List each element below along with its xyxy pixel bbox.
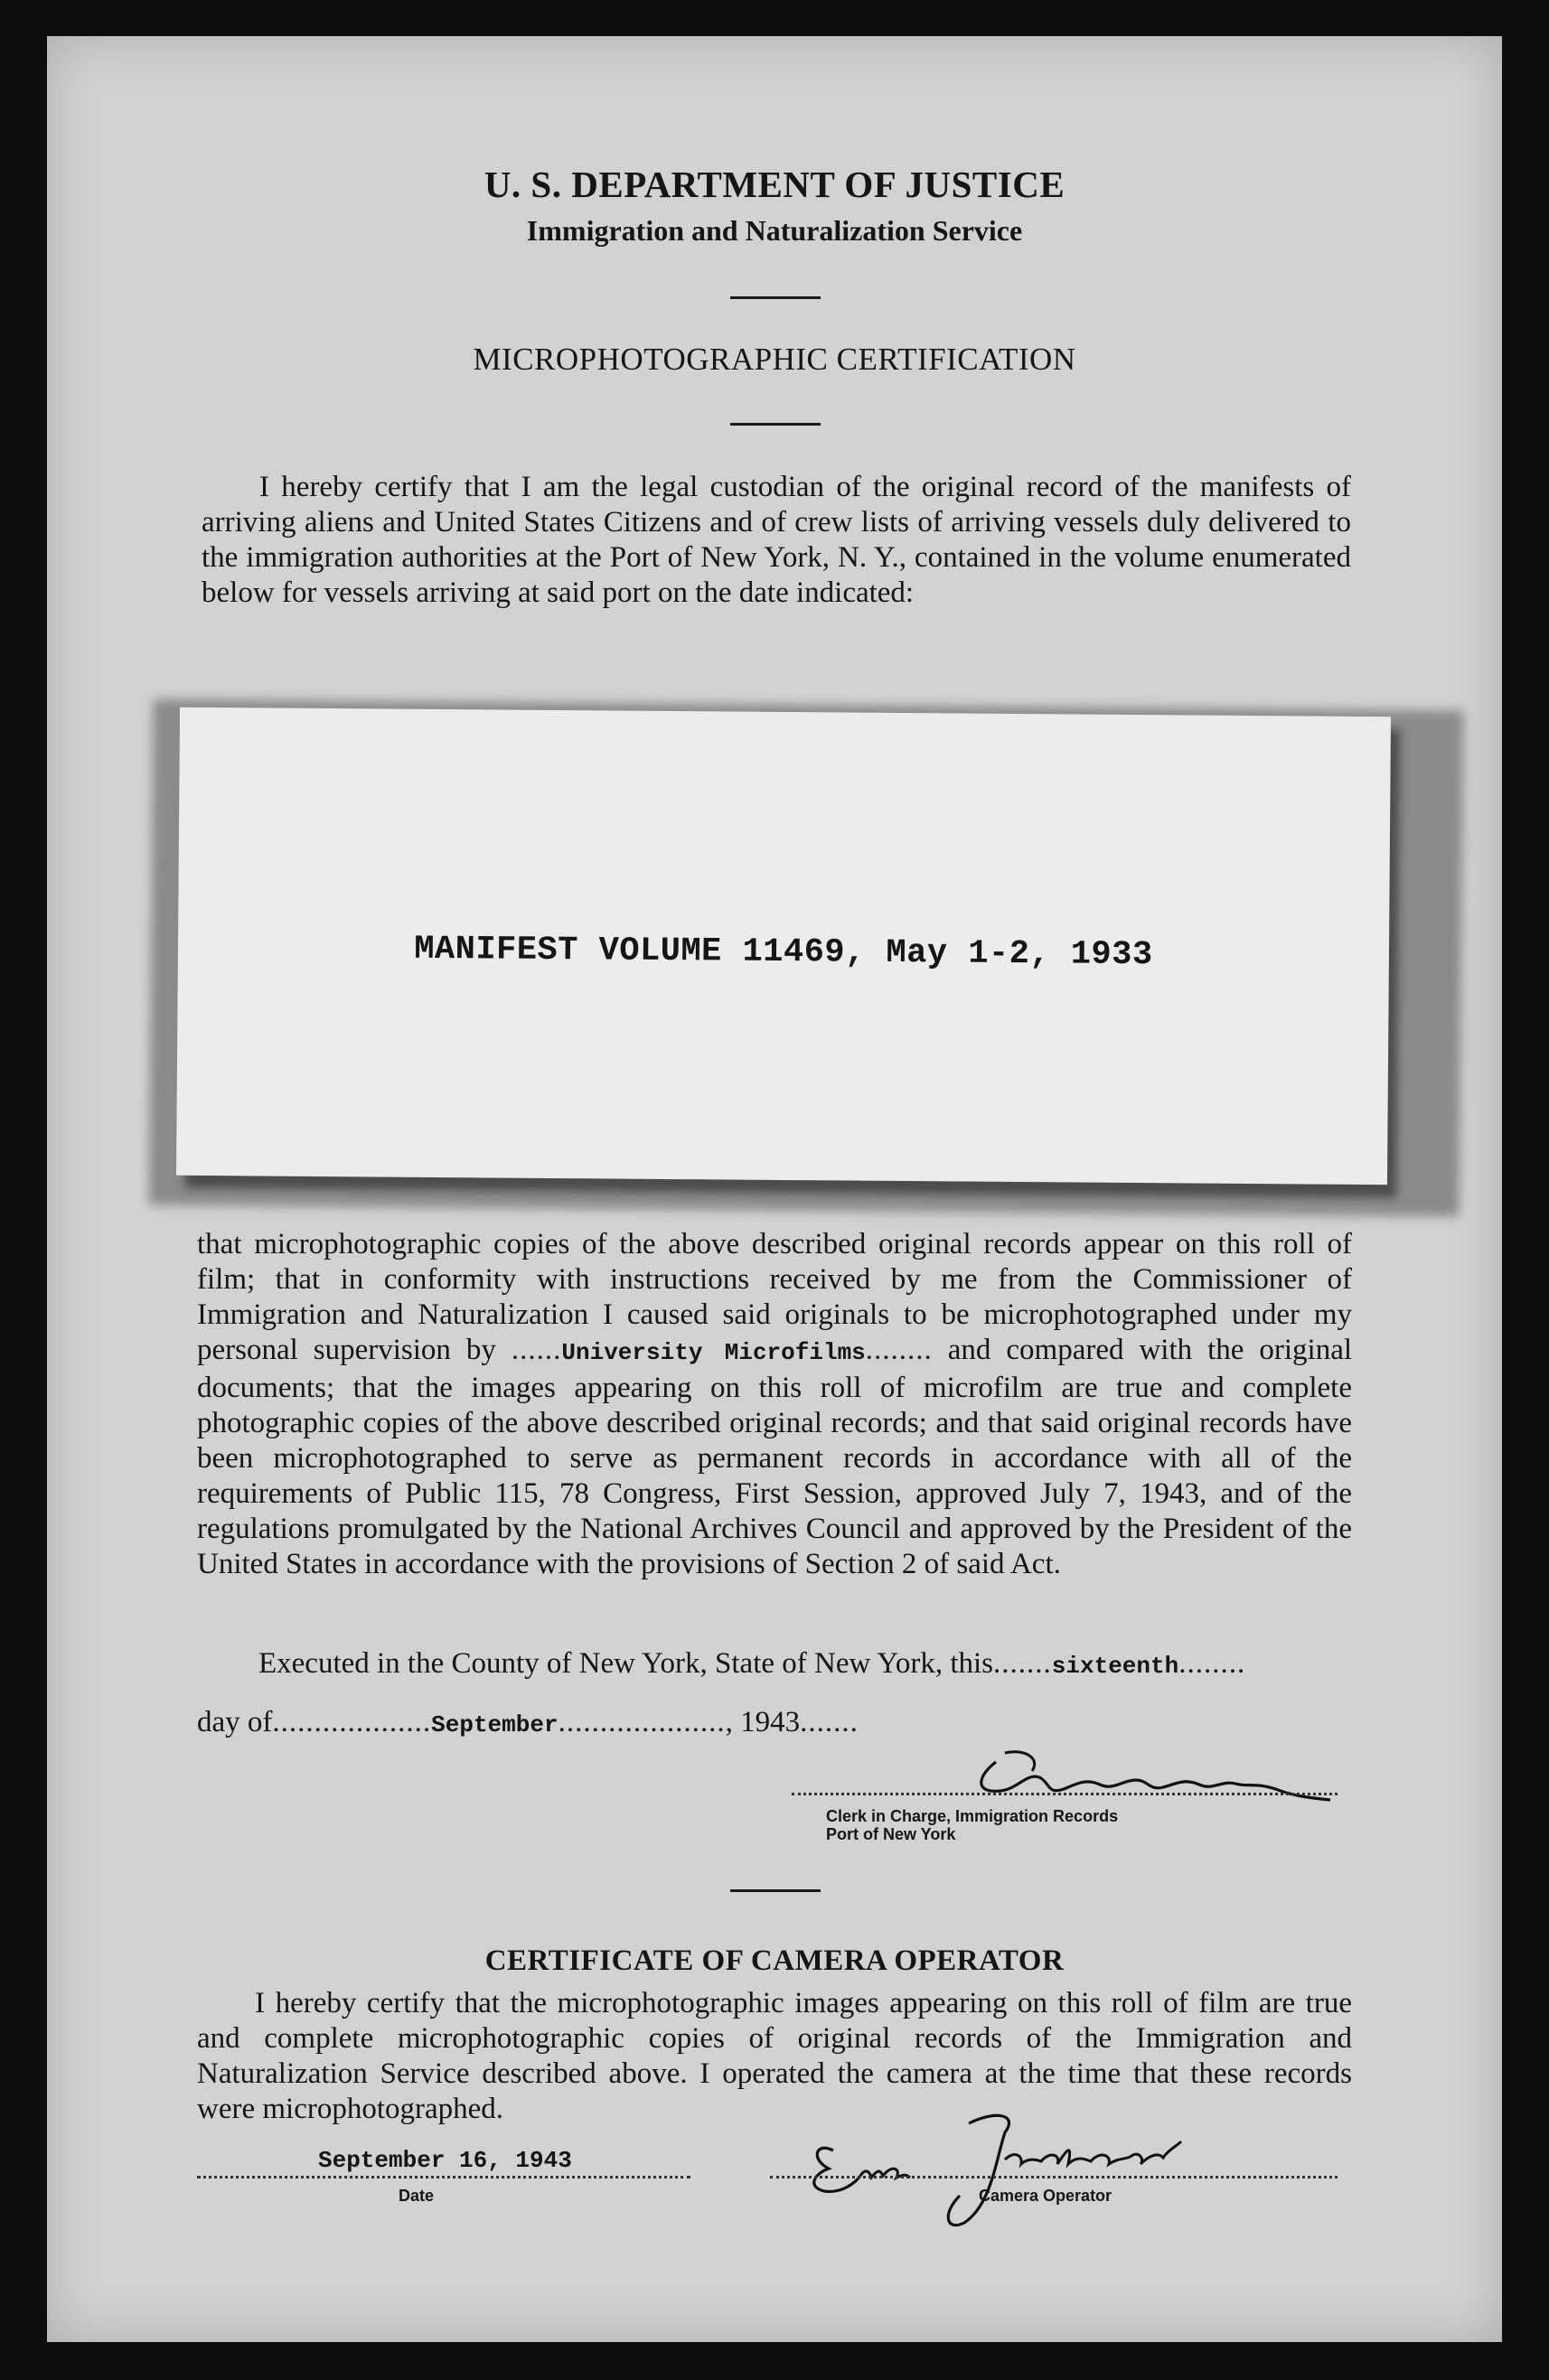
executed-day: sixteenth xyxy=(1051,1653,1179,1680)
certification-title: MICROPHOTOGRAPHIC CERTIFICATION xyxy=(473,342,1076,377)
manifest-volume-label: MANIFEST VOLUME 11469, May 1-2, 1933 xyxy=(414,930,1153,975)
divider xyxy=(730,423,821,426)
body-text-part1: that microphotographic copies of the above described original records appear on this roll of film; that in conformity with instructions received by me from the Commissioner of Immigration and Naturalization I caused said originals to be microphotographed under my personal supervision by xyxy=(197,1228,1352,1366)
date-line xyxy=(197,2176,690,2179)
divider xyxy=(730,1889,821,1892)
executed-month: September xyxy=(431,1711,559,1738)
clerk-title xyxy=(826,1807,1118,1843)
manifest-label-card xyxy=(176,707,1391,1185)
clerk-title-line2: Port of New York xyxy=(826,1825,956,1843)
operator-line xyxy=(770,2176,1338,2179)
year-suffix: 3 xyxy=(784,1706,801,1738)
operator-label: Camera Operator xyxy=(979,2187,1112,2205)
camera-certificate-text: I hereby certify that the microphotographic images appearing on this roll of film are true and complete microphotographic copies of original records of the Immigration and Naturalization Service described above. I operated the camera at the time that these records were microphotographed. xyxy=(197,1987,1352,2125)
department-title: U. S. DEPARTMENT OF JUSTICE xyxy=(483,164,1066,205)
intro-paragraph: I hereby certify that I am the legal custodian of the original record of the manifests of arriving aliens and United States Citizens and of crew lists of arriving vessels duly delivered to the immigration authorities at the Port of New York, N. Y., contained in the volume enumerated below for vessels arriving at said port on the date indicated: xyxy=(202,471,1351,609)
clerk-signature-line xyxy=(792,1793,1338,1795)
day-of-line: day of...................September...................., 1943....... xyxy=(197,1706,859,1738)
clerk-title-line1: Clerk in Charge, Immigration Records xyxy=(826,1807,1119,1825)
day-of-label: day of xyxy=(197,1706,273,1738)
body-text-part2: and compared with the original documents; that the images appearing on this roll of microfilm are true and complete photographic copies of the above described original records; and that said original records have been microphotographed to serve as permanent records in accordance with all of the requirements of Public 115, 78 Congress, First Session, approved July 7, 1943, and of the regulations promulgated by the National Archives Council and approved by the President of the United States in accordance with the provisions of Section 2 of said Act. xyxy=(197,1334,1353,1580)
service-subtitle: Immigration and Naturalization Service xyxy=(526,214,1023,247)
clerk-signature xyxy=(942,1735,1348,1816)
date-value: September 16, 1943 xyxy=(318,2147,572,2174)
date-label: Date xyxy=(399,2187,435,2205)
certificate-page xyxy=(47,36,1502,2342)
divider xyxy=(730,296,821,299)
body-paragraph: that microphotographic copies of the above described original records appear on this roll of film; that in conformity with instructions received by me from the Commissioner of Immigration and Naturalization I caused said originals to be microphotographed under my personal supervision by ......University Microfilms........ and compared with the original documents; that the images appearing on this roll of microfilm are true and complete photographic copies of the above described original records; and that said original records have been microphotographed to serve as permanent records in accordance with all of the requirements of Public 115, 78 Congress, First Session, approved July 7, 1943, and of the regulations promulgated by the National Archives Council and approved by the President of the United States in accordance with the provisions of Section 2 of said Act. xyxy=(197,1228,1353,1580)
year-prefix: 194 xyxy=(740,1706,785,1738)
executed-prefix: Executed in the County of New York, State of New York, this xyxy=(258,1647,994,1680)
operator-signature xyxy=(779,2087,1213,2241)
supervisor-name: University Microfilms xyxy=(561,1339,866,1366)
camera-certificate-title: CERTIFICATE OF CAMERA OPERATOR xyxy=(484,1944,1065,1977)
executed-line: Executed in the County of New York, State of New York, this.......sixteenth........ xyxy=(258,1647,1246,1680)
